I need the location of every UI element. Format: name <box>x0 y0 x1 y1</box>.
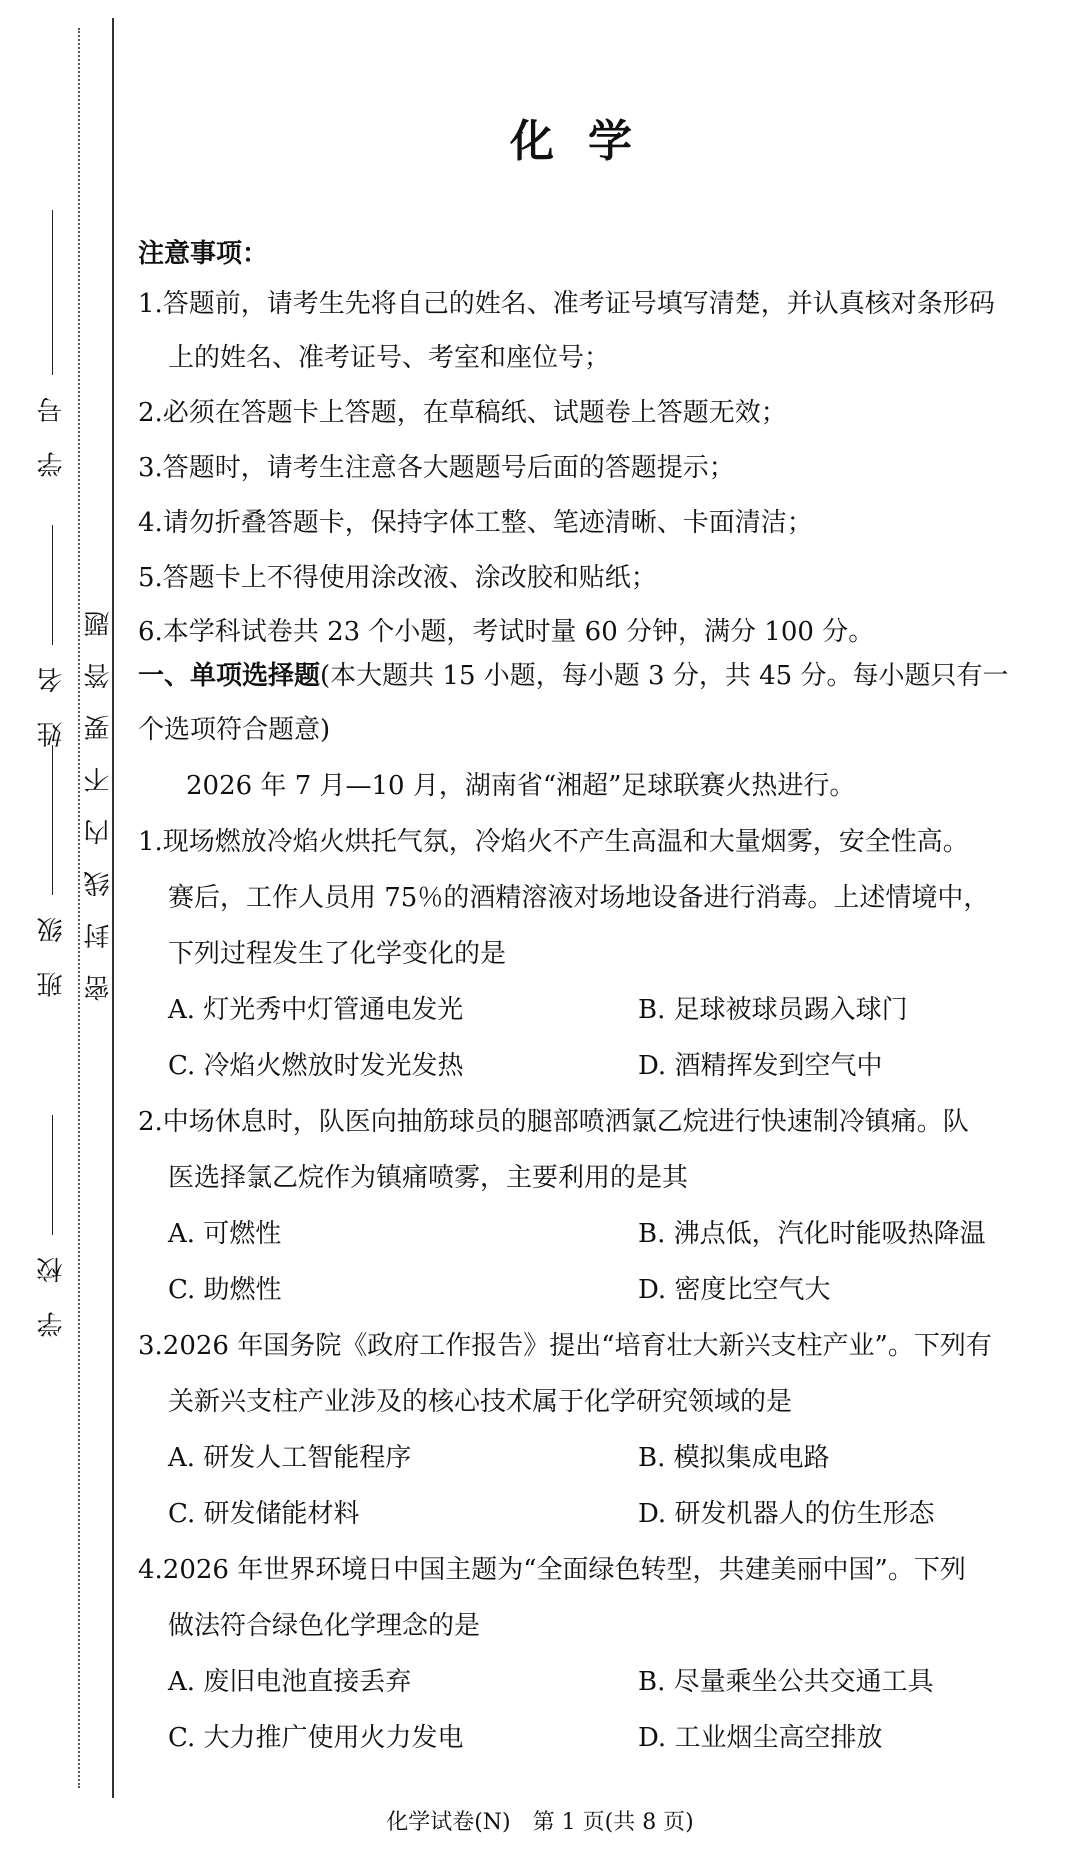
option-a: A. 可燃性 <box>168 1219 282 1249</box>
student-name-blank <box>52 525 53 645</box>
page-title: 化学 <box>510 116 666 167</box>
notice-item: 5.答题卡上不得使用涂改液、涂改胶和贴纸； <box>138 563 657 593</box>
question-stem-line: 2.中场休息时，队医向抽筋球员的腿部喷洒氯乙烷进行快速制冷镇痛。队 <box>138 1107 969 1137</box>
section-heading-instructions: (本大题共 15 小题，每小题 3 分，共 45 分。每小题只有一 <box>320 661 1009 691</box>
option-b: B. 足球被球员踢入球门 <box>638 995 908 1025</box>
seal-warning-text: 密封线内不要答题 <box>84 585 114 1001</box>
class-blank <box>52 745 53 895</box>
question-stem-line: 医选择氯乙烷作为镇痛喷雾，主要利用的是其 <box>168 1163 689 1193</box>
option-d: D. 密度比空气大 <box>638 1275 831 1305</box>
section-heading <box>138 658 1008 694</box>
question-stem-line: 赛后，工作人员用 75％的酒精溶液对场地设备进行消毒。上述情境中， <box>168 883 990 913</box>
option-d: D. 工业烟尘高空排放 <box>638 1723 883 1753</box>
option-a: A. 废旧电池直接丢弃 <box>168 1667 412 1697</box>
notice-heading: 注意事项： <box>138 239 269 269</box>
school-blank <box>52 1115 53 1235</box>
option-b: B. 模拟集成电路 <box>638 1443 830 1473</box>
notice-item: 2.必须在答题卡上答题，在草稿纸、试题卷上答题无效； <box>138 398 787 428</box>
notice-item: 3.答题时，请考生注意各大题题号后面的答题提示； <box>138 453 735 483</box>
section-heading-title: 一、单项选择题 <box>138 661 321 691</box>
question-stem-line: 关新兴支柱产业涉及的核心技术属于化学研究领域的是 <box>168 1387 793 1417</box>
option-b: B. 尽量乘坐公共交通工具 <box>638 1667 934 1697</box>
notice-item: 4.请勿折叠答题卡，保持字体工整、笔迹清晰、卡面清洁； <box>138 508 813 538</box>
option-a: A. 研发人工智能程序 <box>168 1443 412 1473</box>
question-stem-line: 做法符合绿色化学理念的是 <box>168 1611 481 1641</box>
notice-item: 上的姓名、准考证号、考室和座位号； <box>168 343 611 373</box>
question-context: 2026 年 7 月—10 月，湖南省“湘超”足球联赛火热进行。 <box>186 771 856 801</box>
option-c: C. 助燃性 <box>168 1275 282 1305</box>
student-name-label: 姓 名 <box>37 657 67 748</box>
option-c: C. 研发储能材料 <box>168 1499 360 1529</box>
question-stem-line: 1.现场燃放冷焰火烘托气氛，冷焰火不产生高温和大量烟雾，安全性高。 <box>138 827 969 857</box>
option-c: C. 冷焰火燃放时发光发热 <box>168 1051 464 1081</box>
class-field <box>34 745 70 997</box>
option-a: A. 灯光秀中灯管通电发光 <box>168 995 464 1025</box>
school-field <box>34 1115 70 1337</box>
school-label: 学 校 <box>37 1247 67 1338</box>
question-stem-line: 下列过程发生了化学变化的是 <box>168 939 507 969</box>
page-footer: 化学试卷(N) 第 1 页(共 8 页) <box>386 1810 694 1835</box>
option-d: D. 酒精挥发到空气中 <box>638 1051 883 1081</box>
student-number-label: 学 号 <box>37 387 67 478</box>
notice-item: 6.本学科试卷共 23 个小题，考试时量 60 分钟，满分 100 分。 <box>138 617 875 647</box>
question-stem-line: 3.2026 年国务院《政府工作报告》提出“培育壮大新兴支柱产业”。下列有 <box>138 1331 992 1361</box>
option-c: C. 大力推广使用火力发电 <box>168 1723 464 1753</box>
student-number-blank <box>52 210 53 375</box>
section-heading-continued: 个选项符合题意) <box>138 715 331 745</box>
notice-item: 1.答题前，请考生先将自己的姓名、准考证号填写清楚，并认真核对条形码 <box>138 289 995 319</box>
option-b: B. 沸点低，汽化时能吸热降温 <box>638 1219 986 1249</box>
seal-dotted-line <box>78 28 80 1788</box>
student-name-field <box>34 525 70 747</box>
question-stem-line: 4.2026 年世界环境日中国主题为“全面绿色转型，共建美丽中国”。下列 <box>138 1555 966 1585</box>
class-label: 班 级 <box>37 907 67 998</box>
option-d: D. 研发机器人的仿生形态 <box>638 1499 935 1529</box>
student-number-field <box>34 210 70 477</box>
binding-margin <box>0 0 120 1860</box>
